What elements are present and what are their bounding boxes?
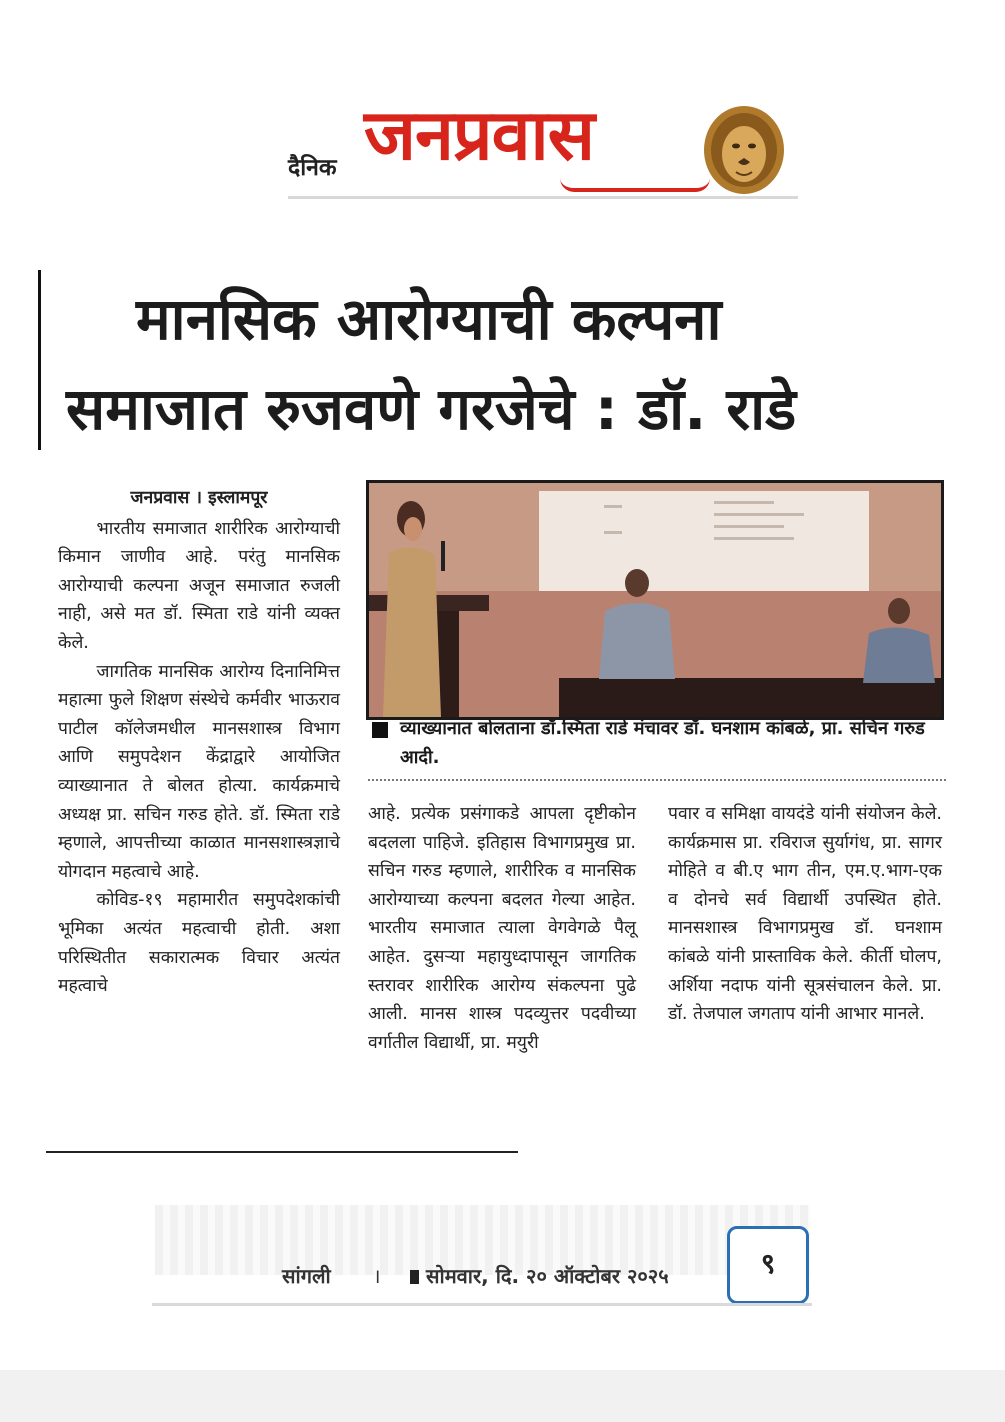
article-column-3 [668, 800, 942, 1029]
paragraph: भारतीय समाजात शारीरिक आरोग्याची किमान जाणीव आहे. परंतु मानसिक आरोग्याची कल्पना अजून समाजात रुजली नाही, असे मत डॉ. स्मिता राडे यांनी व्यक्त केले. [58, 518, 340, 653]
masthead-title: जनप्रवास [364, 94, 594, 176]
masthead-prefix: दैनिक [288, 155, 337, 181]
footer-place: सांगली [282, 1264, 331, 1288]
masthead-rule [288, 196, 798, 199]
photo-caption: व्याख्यानात बोलताना डॉ.स्मिता राडे मंचावर डॉ. घनशाम कांबळे, प्रा. सचिन गरुड आदी. [400, 718, 925, 768]
footer-bullet [410, 1270, 419, 1284]
article-column-1 [58, 484, 340, 1001]
paragraph: पवार व समिक्षा वायदंडे यांनी संयोजन केले. कार्यक्रमास प्रा. रविराज सुर्यागंध, प्रा. सागर मोहिते व बी.ए भाग तीन, एम.ए.भाग-एक व दोनचे सर्व विद्यार्थी उपस्थित होते. मानसशास्त्र विभागप्रमुख डॉ. घनशाम कांबळे यांनी प्रास्ताविक केले. कीर्ती घोलप, अर्शिया नदाफ यांनी सूत्रसंचालन केले. प्रा. डॉ. तेजपाल जगताप यांनी आभार मानले. [668, 804, 942, 1025]
bottom-band [0, 1370, 1005, 1422]
page-number: ९ [727, 1226, 809, 1304]
footer-rule [152, 1303, 812, 1306]
event-photo [366, 480, 944, 720]
headline-line-1: मानसिक आरोग्याची कल्पना [136, 285, 722, 353]
article-bottom-rule [46, 1151, 518, 1153]
paragraph: जागतिक मानसिक आरोग्य दिनानिमित्त महात्मा फुले शिक्षण संस्थेचे कर्मवीर भाऊराव पाटील कॉलेजमधील मानसशास्त्र विभाग आणि समुपदेशन केंद्राद्वारे आयोजित व्याख्यानात ते बोलत होत्या. कार्यक्रमाचे अध्यक्ष प्रा. सचिन गरुड होते. डॉ. स्मिता राडे म्हणाले, आपत्तीच्या काळात मानसशास्त्रज्ञाचे योगदान महत्वाचे आहे. [58, 661, 340, 882]
caption-marker [372, 722, 388, 738]
footer-date: सोमवार, दि. २० ऑक्टोबर २०२५ [426, 1264, 669, 1288]
masthead-swoosh [560, 178, 710, 192]
paragraph: आहे. प्रत्येक प्रसंगाकडे आपला दृष्टीकोन बदलला पाहिजे. इतिहास विभागप्रमुख प्रा. सचिन गरुड म्हणाले, शारीरिक व मानसिक आरोग्याच्या कल्पना बदलत गेल्या आहेत. भारतीय समाजात त्याला वेगवेगळे पैलू आहेत. दुसऱ्या महायुध्दापासून जागतिक स्तरावर शारीरिक आरोग्य संकल्पना पुढे आली. मानस शास्त्र पदव्युत्तर पदवीच्या वर्गातील विद्यार्थी, प्रा. मयुरी [368, 804, 636, 1053]
paragraph: कोविड-१९ महामारीत समुपदेशकांची भूमिका अत्यंत महत्वाची होती. अशा परिस्थितीत सकारात्मक विचार अत्यंत महत्वाचे [58, 890, 340, 997]
headline-bar [38, 270, 41, 450]
headline-line-2: समाजात रुजवणे गरजेचे : डॉ. राडे [66, 375, 797, 443]
dateline: जनप्रवास । इस्लामपूर [130, 488, 268, 508]
footer-separator: । [373, 1264, 381, 1288]
lion-icon [702, 104, 786, 196]
dotted-divider [368, 779, 946, 781]
article-column-2 [368, 800, 636, 1057]
